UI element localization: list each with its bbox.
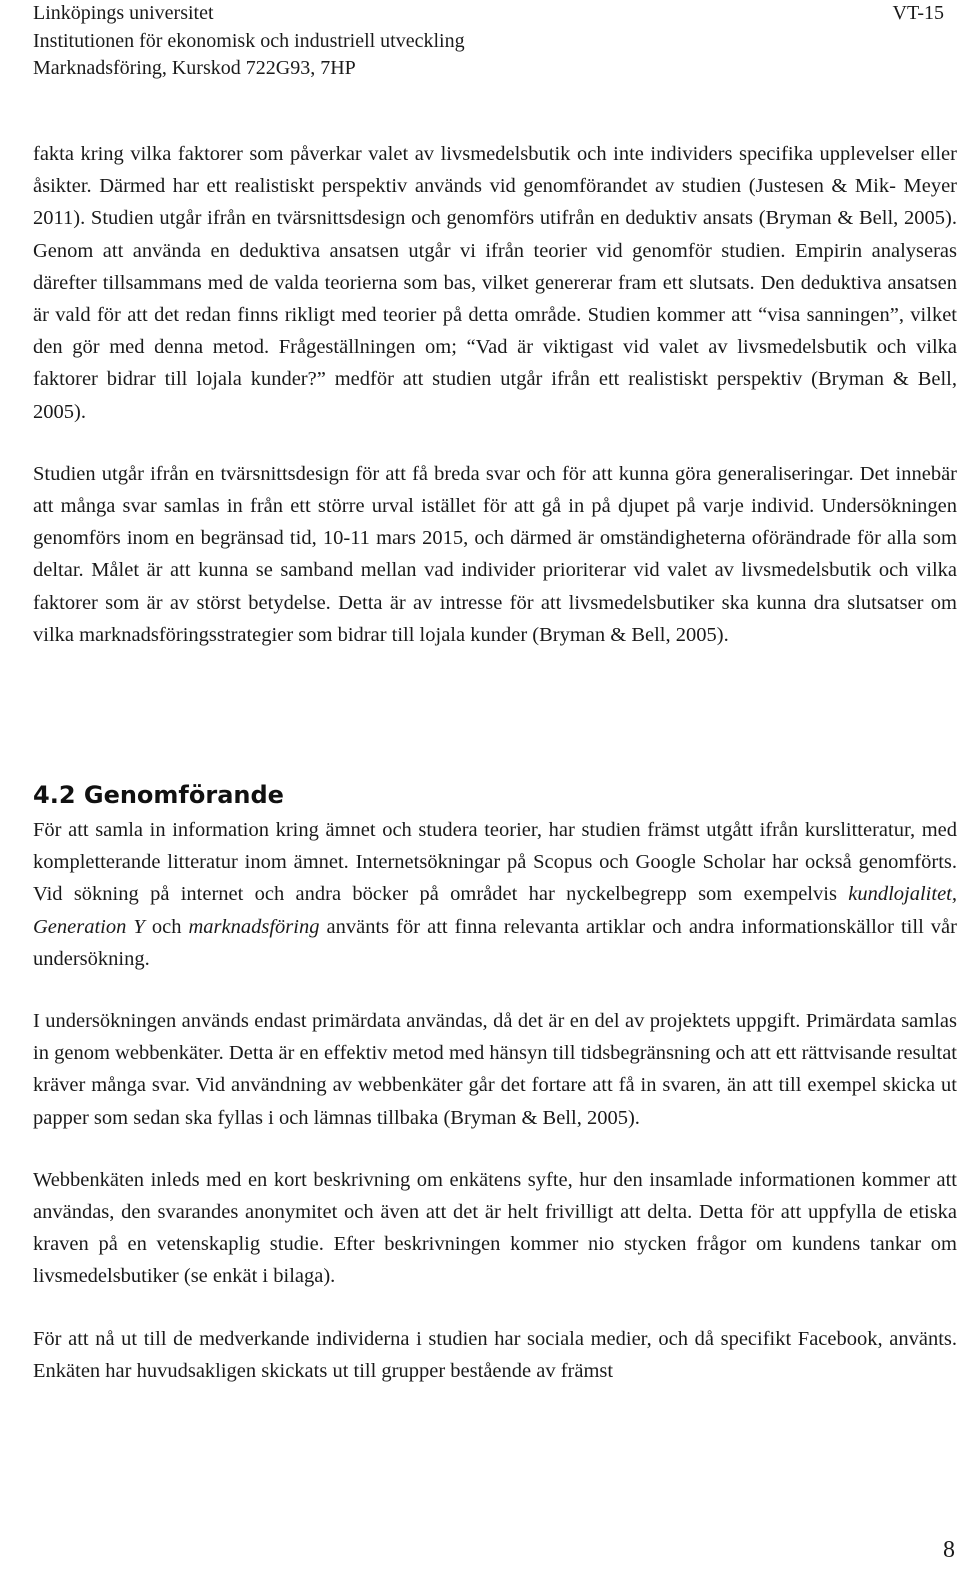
page-number: 8 <box>943 1537 955 1563</box>
paragraph-2: Studien utgår ifrån en tvärsnittsdesign för att få breda svar och för att kunna göra generaliseringar. Det innebär att många svar samlas in från ett större urval istället för att gå in på djupet på varje individ. Undersökningen genomförs inom en begränsad tid, 10-11 mars 2015, och därmed är omständigheterna oförändrade för alla som deltar. Målet är att kunna se samband mellan vad individer prioriterar vid valet av livsmedelsbutik och vilka faktorer som är av störst betydelse. Detta är av intresse för att livsmedelsbutiker ska kunna dra slutsatser om vilka marknadsföringsstrategier som bidrar till lojala kunder (Bryman & Bell, 2005). <box>33 462 957 646</box>
keyword-emphasis-2: marknadsföring <box>188 915 320 938</box>
section-paragraph-2: I undersökningen används endast primärdata användas, då det är en del av projektets uppgift. Primärdata samlas in genom webbenkäter. Detta är en effektiv metod med hänsyn till tidsbegränsning och att ett rättvisande resultat kräver många svar. Vid användning av webbenkäter går det fortare att få in svaren, än att till exempel skicka ut papper som sedan ska fyllas i och lämnas tillbaka (Bryman & Bell, 2005). <box>33 1010 957 1129</box>
keyword-emphasis-1: kundlojalitet, Generation Y <box>33 883 957 938</box>
section-paragraph-3: Webbenkäten inleds med en kort beskrivning om enkätens syfte, hur den insamlade informationen kommer att användas, den svarandes anonymitet och även att det är helt frivilligt att delta. Detta för att uppfylla de etiska kraven på en vetenskaplig studie. Efter beskrivningen kommer nio stycken frågor om kundens tankar om livsmedelsbutiker (se enkät i bilaga). <box>33 1168 957 1288</box>
header-term: VT-15 <box>892 2 944 24</box>
section-p1-text-a: För att samla in information kring ämnet och studera teorier, har studien främst utgått ifrån kurslitteratur, med kompletterande litteratur inom ämnet. Internetsökningar på Scopus och Google Scholar har också genomförts. Vid sökning på internet och andra böcker på området har nyckelbegrepp som exempelvis <box>33 819 957 906</box>
section-body <box>33 814 957 1417</box>
header-course: Marknadsföring, Kurskod 722G93, 7HP <box>33 57 356 79</box>
section-p1-text-c: använts för att finna relevanta artiklar och andra informationskällor till vår undersökning. <box>33 915 957 970</box>
page-header <box>33 0 944 83</box>
header-university: Linköpings universitet <box>33 2 214 24</box>
section-p1-text-b: och <box>144 915 189 938</box>
body-text <box>33 138 957 651</box>
section-heading: 4.2 Genomförande <box>33 781 284 809</box>
paragraph-1: fakta kring vilka faktorer som påverkar valet av livsmedelsbutik och inte individers specifika upplevelser eller åsikter. Därmed har ett realistiskt perspektiv används vid genomförandet av studien (Justesen & Mik- Meyer 2011). Studien utgår ifrån en tvärsnittsdesign och genomförs utifrån en deduktiv ansats (Bryman & Bell, 2005). Genom att använda en deduktiva ansatsen utgår vi ifrån teorier vid genomför studien. Empirin analyseras därefter tillsammans med de valda teorierna som bas, vilket genererar fram ett slutsats. Den deduktiva ansatsen är vald för att det redan finns rikligt med teorier på detta område. Studien kommer att “visa sanningen”, vilket den gör med denna metod. Frågeställningen om; “Vad är viktigast vid valet av livsmedelsbutik och vilka faktorer bidrar till lojala kunder?” medför att studien utgår ifrån ett realistiskt perspektiv (Bryman & Bell, 2005). <box>33 143 957 423</box>
section-paragraph-1 <box>33 814 957 975</box>
header-department: Institutionen för ekonomisk och industriell utveckling <box>33 29 465 52</box>
section-paragraph-4: För att nå ut till de medverkande individerna i studien har sociala medier, och då specifikt Facebook, använts. Enkäten har huvudsakligen skickats ut till grupper bestående av främst <box>33 1327 957 1382</box>
